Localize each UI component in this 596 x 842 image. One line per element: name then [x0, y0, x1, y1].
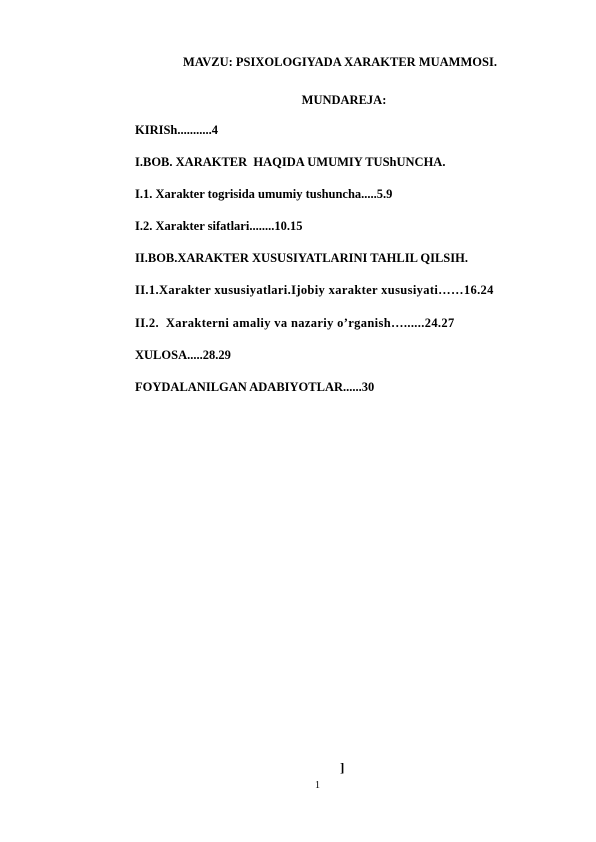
bracket-mark: ] — [340, 760, 345, 775]
toc-entry-chapter-2: II.BOB.XARAKTER XUSUSIYATLARINI TAHLIL QILSIH. — [135, 251, 468, 266]
toc-entry-section-1-1: I.1. Xarakter togrisida umumiy tushuncha.....5.9 — [135, 187, 393, 202]
toc-entry-bibliography: FOYDALANILGAN ADABIYOTLAR......30 — [135, 379, 375, 394]
table-of-contents-heading: MUNDAREJA: — [301, 93, 387, 107]
toc-entry-chapter-1: I.BOB. XARAKTER HAQIDA UMUMIY TUShUNCHA. — [135, 155, 446, 170]
toc-entry-introduction: KIRISh...........4 — [135, 123, 219, 137]
toc-entry-section-1-2: I.2. Xarakter sifatlari........10.15 — [135, 219, 303, 234]
table-of-contents — [135, 122, 494, 411]
document-title: MAVZU: PSIXOLOGIYADA XARAKTER MUAMMOSI. — [183, 55, 497, 69]
toc-entry-section-2-2: II.2. Xarakterni amaliy va nazariy o’rganish…......24.27 — [135, 315, 455, 330]
toc-entry-conclusion: XULOSA.....28.29 — [135, 347, 231, 362]
toc-entry-section-2-1: II.1.Xarakter xususiyatlari.Ijobiy xarakter xususiyati……16.24 — [135, 283, 494, 298]
page-number: 1 — [315, 780, 320, 791]
